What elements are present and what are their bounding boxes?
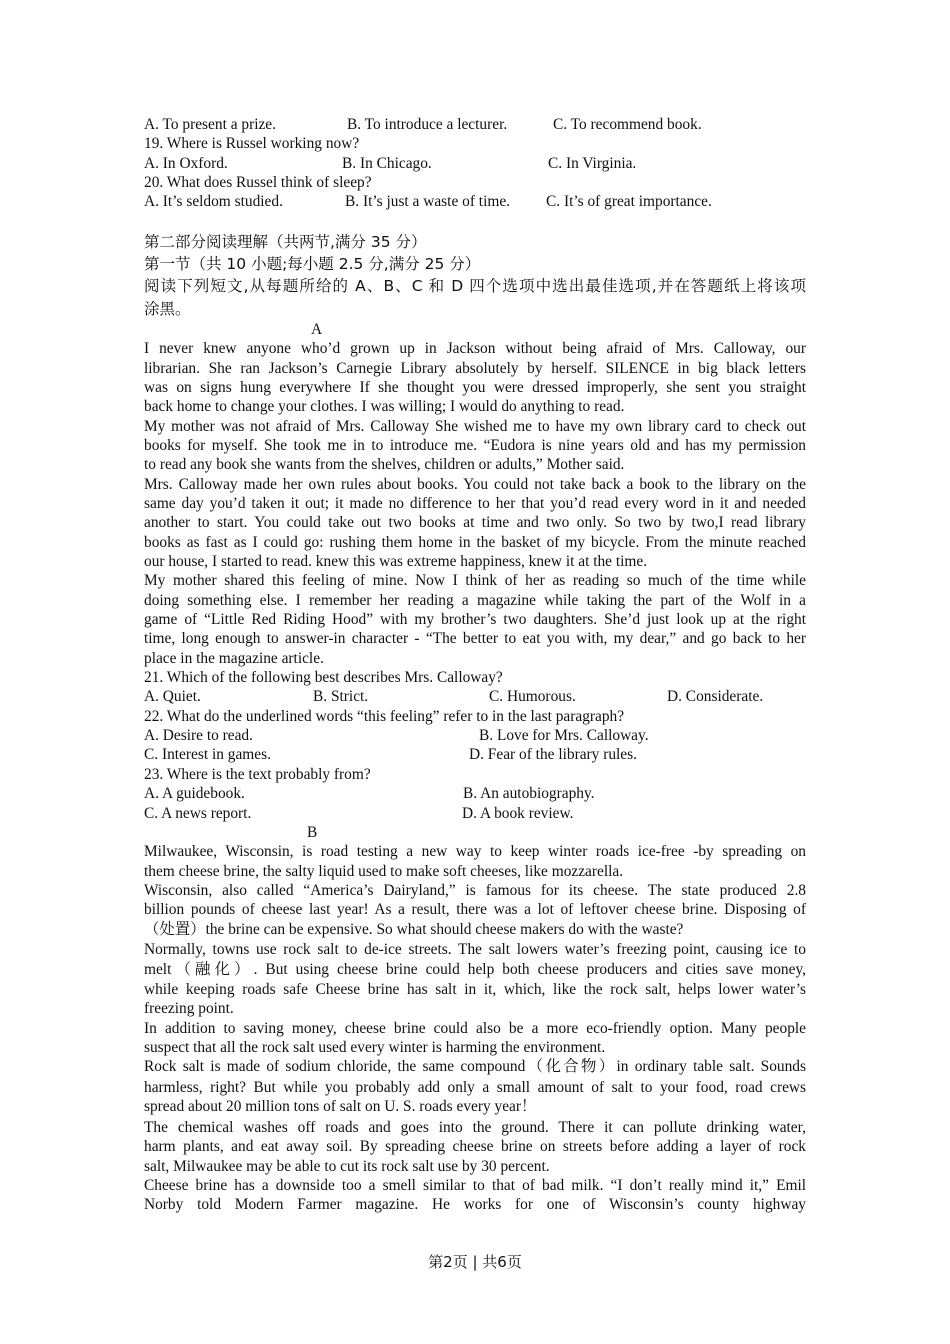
passage-b-label: B <box>307 823 318 841</box>
paragraph <box>144 417 806 475</box>
paragraph <box>144 1019 806 1058</box>
paragraph <box>144 475 806 572</box>
answer-options <box>144 745 806 764</box>
answer-option: A. It’s seldom studied. <box>144 193 283 211</box>
paragraph-line: game of “Little Red Riding Hood” with my brother’s two daughters. She’d just look up at the right <box>144 611 806 629</box>
answer-options <box>144 192 806 211</box>
paragraph-line: while keeping roads safe Cheese brine has salt in it, which, like the rock salt, helps lower water’s <box>144 981 806 999</box>
paragraph-line: salt, Milwaukee may be able to cut its rock salt use by 30 percent. <box>144 1157 550 1175</box>
paragraph-line: place in the magazine article. <box>144 649 324 667</box>
answer-option: C. Humorous. <box>489 688 576 706</box>
paragraph <box>144 571 806 668</box>
paragraph-line: harmless, right? But while you probably add only a small amount of salt to your food, road crews <box>144 1079 806 1097</box>
paragraph-line: was on signs hung everywhere If she thought you were dressed improperly, she sent you straight <box>144 378 806 396</box>
paragraph-line: spread about 20 million tons of salt on U. S. roads every year！ <box>144 1098 537 1116</box>
paragraph-line: books for myself. She took me in to introduce me. “Eudora is nine years old and has my permission <box>144 436 806 454</box>
answer-options <box>144 726 806 745</box>
answer-option: A. In Oxford. <box>144 154 228 172</box>
paragraph-line: same day you’d taken it out; it made no difference to her that you’d read every word in it and needed <box>144 495 806 512</box>
answer-option: D. A book review. <box>462 804 574 822</box>
paragraph <box>144 339 806 416</box>
page-footer: 第2页 | 共6页 <box>428 1253 522 1271</box>
answer-options <box>144 154 806 173</box>
instructions-line-2: 涂黑。 <box>144 299 191 318</box>
paragraph-line: back home to change your clothes. I was willing; I would do anything to read. <box>144 398 625 416</box>
paragraph <box>144 1118 806 1176</box>
answer-options <box>144 784 806 803</box>
paragraph-line: Rock salt is made of sodium chloride, the same compound（化合物）in ordinary table salt. Sounds <box>144 1058 806 1076</box>
exam-page-content <box>144 115 806 1215</box>
answer-options <box>144 115 806 134</box>
paragraph-line: librarian. She ran Jackson’s Carnegie Library absolutely by herself. SILENCE in big black letters <box>144 359 806 377</box>
part-title: 第二部分阅读理解（共两节,满分 35 分） <box>144 232 427 251</box>
paragraph-line: （处置）the brine can be expensive. So what should cheese makers do with the waste? <box>144 920 684 938</box>
paragraph-line: another to start. You could take out two books at time and two only. So two by two,I read library <box>144 514 806 532</box>
answer-option: B. To introduce a lecturer. <box>347 116 508 133</box>
paragraph-line: My mother was not afraid of Mrs. Calloway She wished me to have my own library card to check out <box>144 417 806 435</box>
passage-b <box>144 842 806 1215</box>
answer-option: C. In Virginia. <box>548 154 637 172</box>
answer-option: C. It’s of great importance. <box>546 193 712 211</box>
answer-option: B. In Chicago. <box>342 154 432 172</box>
paragraph-line: time, long enough to answer-in character - “The better to eat you with, my dear,” and go back to her <box>144 630 806 648</box>
answer-option: A. Desire to read. <box>144 727 253 745</box>
answer-option: C. To recommend book. <box>553 116 702 133</box>
answer-option: C. Interest in games. <box>144 746 271 764</box>
answer-option: C. A news report. <box>144 804 252 822</box>
answer-option: A. A guidebook. <box>144 785 245 803</box>
answer-option: A. To present a prize. <box>144 116 276 133</box>
paragraph-line: them cheese brine, the salty liquid used to make soft cheeses, like mozzarella. <box>144 862 624 880</box>
paragraph <box>144 940 806 1019</box>
answer-option: A. Quiet. <box>144 688 201 706</box>
section-title: 第一节（共 10 小题;每小题 2.5 分,满分 25 分） <box>144 255 481 274</box>
paragraph-line: to read any book she wants from the shelves, children or adults,” Mother said. <box>144 456 625 474</box>
paragraph-line: Milwaukee, Wisconsin, is road testing a new way to keep winter roads ice-free -by spreading on <box>144 843 806 861</box>
paragraph-line: billion pounds of cheese last year! As a result, there was a lot of leftover cheese brine. Disposing of <box>144 901 806 919</box>
question-text: 22. What do the underlined words “this feeling” refer to in the last paragraph? <box>144 707 625 725</box>
question-text: 19. Where is Russel working now? <box>144 135 360 153</box>
paragraph-line: doing something else. I remember her reading a magazine while taking the part of the Wolf in a <box>144 591 806 609</box>
paragraph-line: My mother shared this feeling of mine. Now I think of her as reading so much of the time while <box>144 572 806 590</box>
paragraph <box>144 842 806 881</box>
paragraph-line: I never knew anyone who’d grown up in Jackson without being afraid of Mrs. Calloway, our <box>144 340 806 358</box>
paragraph <box>144 1057 806 1118</box>
passage-a <box>144 339 806 668</box>
paragraph-line: freezing point. <box>144 1000 234 1018</box>
answer-option: D. Fear of the library rules. <box>469 746 637 764</box>
question-text: 21. Which of the following best describes Mrs. Calloway? <box>144 669 503 687</box>
listening-questions <box>144 115 806 212</box>
paragraph-line: Normally, towns use rock salt to de-ice streets. The salt lowers water’s freezing point, causing ice to <box>144 941 806 959</box>
answer-options <box>144 804 806 823</box>
paragraph-line: Norby told Modern Farmer magazine. He works for one of Wisconsin’s county highway <box>144 1196 806 1214</box>
passage-a-label: A <box>311 320 323 338</box>
paragraph-line: The chemical washes off roads and goes into the ground. There it can pollute drinking water, <box>144 1119 806 1136</box>
passage-a-questions <box>144 668 806 823</box>
paragraph <box>144 1176 806 1215</box>
paragraph-line: harm plants, and eat away soil. By spreading cheese brine on streets before adding a layer of rock <box>144 1138 806 1156</box>
paragraph-line: In addition to saving money, cheese brine could also be a more eco-friendly option. Many people <box>144 1019 806 1037</box>
paragraph-line: books as fast as I could go: rushing them home in the basket of my bicycle. From the minute reached <box>144 533 806 551</box>
answer-option: B. Strict. <box>313 688 369 706</box>
paragraph-line: our house, I started to read. knew this was extreme happiness, knew it at the time. <box>144 553 648 571</box>
paragraph-line: Wisconsin, also called “America’s Dairyland,” is famous for its cheese. The state produced 2.8 <box>144 881 806 899</box>
answer-options <box>144 687 806 706</box>
paragraph-line: melt（融化）. But using cheese brine could help both cheese producers and cities save money, <box>144 960 806 978</box>
answer-option: B. It’s just a waste of time. <box>345 193 510 211</box>
question-text: 20. What does Russel think of sleep? <box>144 174 372 192</box>
paragraph-line: Cheese brine has a downside too a smell similar to that of bad milk. “I don’t really mind it,” Emil <box>144 1177 806 1195</box>
question-text: 23. Where is the text probably from? <box>144 765 371 783</box>
paragraph <box>144 881 806 940</box>
answer-option: B. Love for Mrs. Calloway. <box>479 727 649 745</box>
answer-option: D. Considerate. <box>667 688 764 706</box>
paragraph-line: Mrs. Calloway made her own rules about books. You could not take back a book to the library on the <box>144 475 806 493</box>
answer-option: B. An autobiography. <box>463 785 595 803</box>
instructions-line-1: 阅读下列短文,从每题所给的 A、B、C 和 D 四个选项中选出最佳选项,并在答题纸上将该项 <box>144 277 806 296</box>
paragraph-line: suspect that all the rock salt used every winter is harming the environment. <box>144 1039 606 1057</box>
